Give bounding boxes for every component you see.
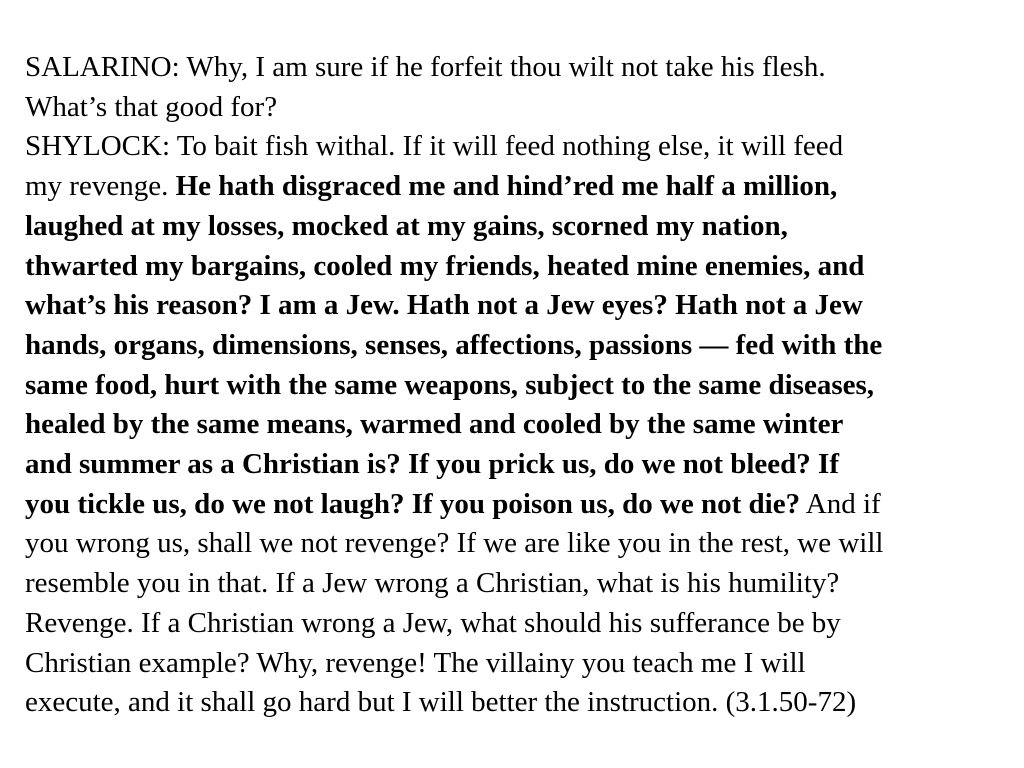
text-line bbox=[25, 247, 1005, 287]
text-line bbox=[25, 88, 1005, 128]
text-line bbox=[25, 127, 1005, 167]
bold-text-segment: hands, organs, dimensions, senses, affections, passions — fed with the bbox=[25, 328, 883, 361]
quotation-passage bbox=[25, 48, 1005, 723]
text-segment: my revenge. bbox=[25, 170, 176, 203]
text-line bbox=[25, 524, 1005, 564]
text-line bbox=[25, 48, 1005, 88]
text-segment: you wrong us, shall we not revenge? If we are like you in the rest, we will bbox=[25, 527, 884, 560]
text-line bbox=[25, 644, 1005, 684]
bold-text-segment: you tickle us, do we not laugh? If you poison us, do we not die? bbox=[25, 487, 801, 520]
text-line bbox=[25, 326, 1005, 366]
text-segment: SHYLOCK: To bait fish withal. If it will feed nothing else, it will feed bbox=[25, 130, 844, 163]
text-line bbox=[25, 564, 1005, 604]
text-line bbox=[25, 445, 1005, 485]
text-line bbox=[25, 683, 1005, 723]
text-segment: What’s that good for? bbox=[25, 90, 278, 123]
bold-text-segment: thwarted my bargains, cooled my friends, heated mine enemies, and bbox=[25, 249, 865, 282]
text-line bbox=[25, 405, 1005, 445]
bold-text-segment: laughed at my losses, mocked at my gains, scorned my nation, bbox=[25, 209, 788, 242]
text-segment: Christian example? Why, revenge! The villainy you teach me I will bbox=[25, 646, 806, 679]
text-line bbox=[25, 604, 1005, 644]
text-line bbox=[25, 366, 1005, 406]
text-segment: execute, and it shall go hard but I will better the instruction. (3.1.50-72) bbox=[25, 686, 857, 719]
text-line bbox=[25, 167, 1005, 207]
bold-text-segment: healed by the same means, warmed and cooled by the same winter bbox=[25, 408, 844, 441]
bold-text-segment: same food, hurt with the same weapons, subject to the same diseases, bbox=[25, 368, 875, 401]
bold-text-segment: He hath disgraced me and hind’red me half a million, bbox=[175, 170, 838, 203]
text-segment: Revenge. If a Christian wrong a Jew, what should his sufferance be by bbox=[25, 606, 841, 639]
text-line bbox=[25, 485, 1005, 525]
bold-text-segment: what’s his reason? I am a Jew. Hath not a Jew eyes? Hath not a Jew bbox=[25, 289, 863, 322]
text-line bbox=[25, 207, 1005, 247]
text-segment: SALARINO: Why, I am sure if he forfeit thou wilt not take his flesh. bbox=[25, 51, 826, 83]
bold-text-segment: and summer as a Christian is? If you prick us, do we not bleed? If bbox=[25, 448, 839, 481]
text-segment: And if bbox=[800, 487, 881, 520]
text-segment: resemble you in that. If a Jew wrong a Christian, what is his humility? bbox=[25, 567, 840, 600]
text-line bbox=[25, 286, 1005, 326]
